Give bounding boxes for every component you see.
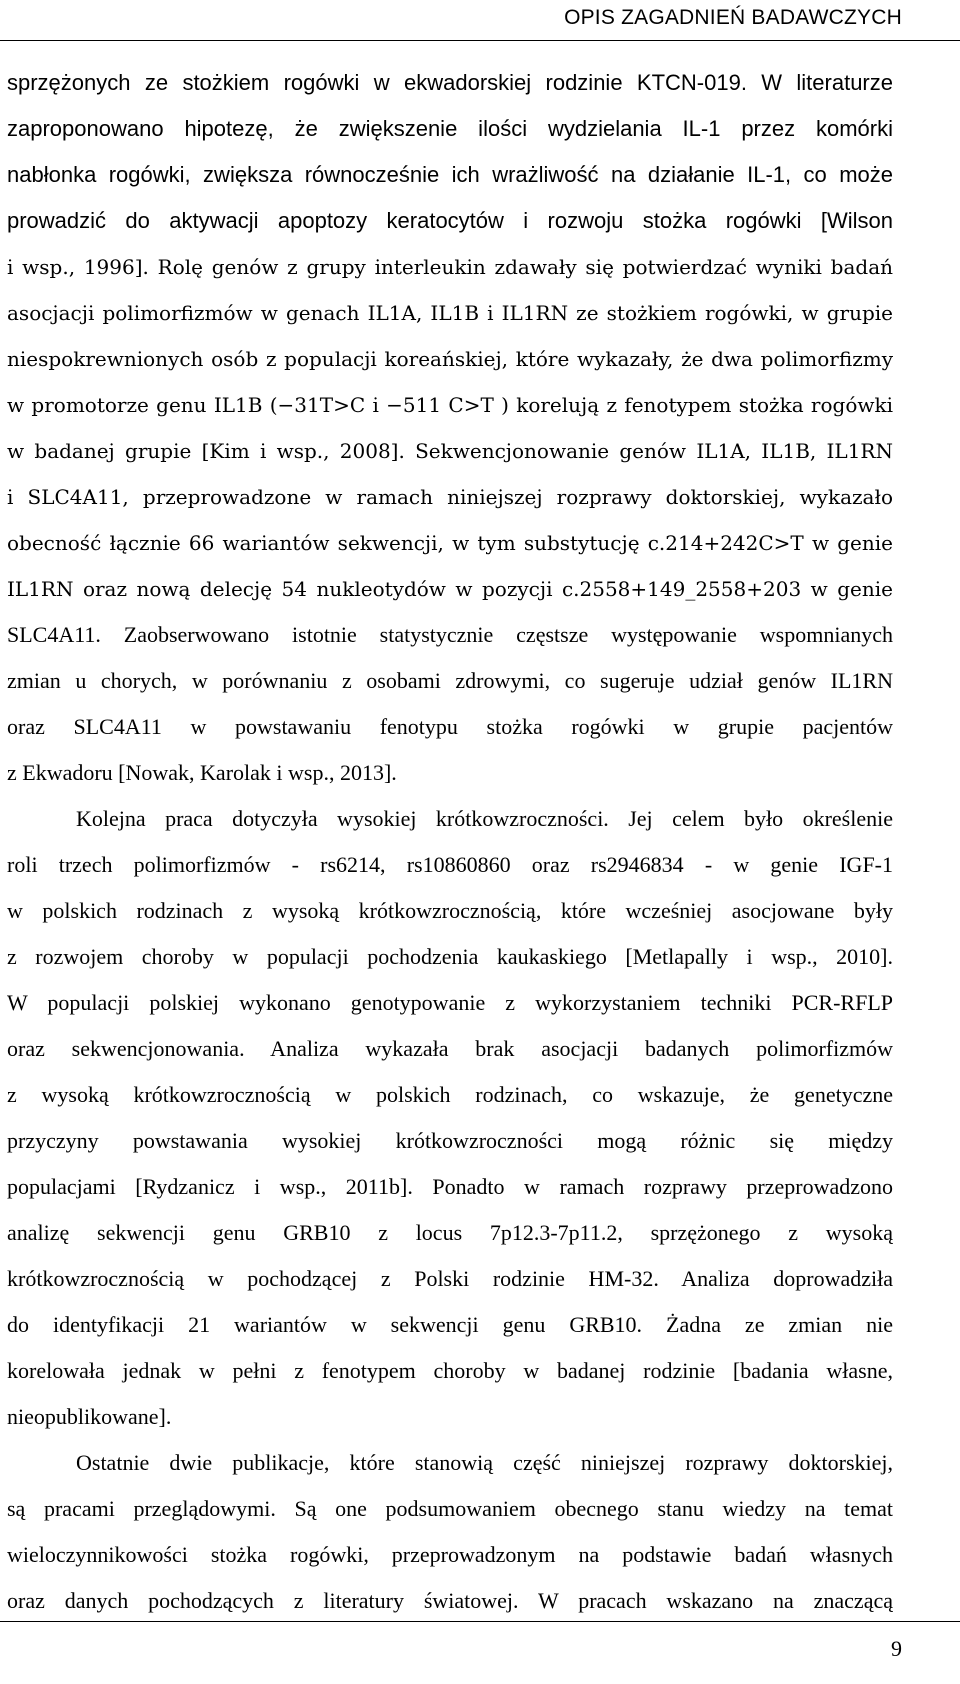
paragraph-first-line: Ostatnie dwie publikacje, które stanowią część niniejszej rozprawy doktorskiej, [76, 1450, 893, 1475]
text-line: korelowała jednak w pełni z fenotypem choroby w badanej rodzinie [badania własne, [7, 1358, 893, 1383]
text-line: z wysoką krótkowzrocznością w polskich rodzinach, co wskazuje, że genetyczne [7, 1082, 893, 1107]
text-line: nabłonka rogówki, zwiększa równocześnie ich wrażliwość na działanie IL-1, co może [7, 162, 893, 187]
text-line: SLC4A11. Zaobserwowano istotnie statystycznie częstsze występowanie wspomnianych [7, 622, 893, 647]
text-line: w promotorze genu IL1B (−31T>C i −511 C>T ) korelują z fenotypem stożka rogówki [7, 393, 893, 417]
text-line: W populacji polskiej wykonano genotypowanie z wykorzystaniem techniki PCR-RFLP [7, 990, 893, 1015]
text-line: niespokrewnionych osób z populacji koreańskiej, które wykazały, że dwa polimorfizmy [7, 347, 893, 371]
text-line: zmian u chorych, w porównaniu z osobami zdrowymi, co sugeruje udział genów IL1RN [7, 668, 893, 693]
running-header: OPIS ZAGADNIEŃ BADAWCZYCH [564, 6, 902, 29]
text-line: krótkowzrocznością w pochodzącej z Polski rodzinie HM-32. Analiza doprowadziła [7, 1266, 893, 1291]
paragraph-first-line: Kolejna praca dotyczyła wysokiej krótkowzroczności. Jej celem było określenie [76, 806, 893, 831]
text-line: IL1RN oraz nową delecję 54 nukleotydów w pozycji c.2558+149_2558+203 w genie [7, 577, 893, 601]
text-line: roli trzech polimorfizmów - rs6214, rs10860860 oraz rs2946834 - w genie IGF-1 [7, 852, 893, 877]
text-line: z rozwojem choroby w populacji pochodzenia kaukaskiego [Metlapally i wsp., 2010]. [7, 944, 893, 969]
text-line: w badanej grupie [Kim i wsp., 2008]. Sekwencjonowanie genów IL1A, IL1B, IL1RN [7, 439, 893, 463]
text-line: wieloczynnikowości stożka rogówki, przeprowadzonym na podstawie badań własnych [7, 1542, 893, 1567]
text-line: asocjacji polimorfizmów w genach IL1A, IL1B i IL1RN ze stożkiem rogówki, w grupie [7, 301, 893, 325]
text-line: do identyfikacji 21 wariantów w sekwencji genu GRB10. Żadna ze zmian nie [7, 1312, 893, 1337]
text-line: oraz danych pochodzących z literatury światowej. W pracach wskazano na znaczącą [7, 1588, 893, 1613]
text-line: obecność łącznie 66 wariantów sekwencji, w tym substytucję c.214+242C>T w genie [7, 531, 893, 555]
header-rule [0, 40, 960, 41]
body-text [7, 60, 893, 1624]
text-line: i wsp., 1996]. Rolę genów z grupy interleukin zdawały się potwierdzać wyniki badań [7, 255, 893, 279]
text-line: analizę sekwencji genu GRB10 z locus 7p12.3-7p11.2, sprzężonego z wysoką [7, 1220, 893, 1245]
text-line: oraz sekwencjonowania. Analiza wykazała brak asocjacji badanych polimorfizmów [7, 1036, 893, 1061]
text-line: w polskich rodzinach z wysoką krótkowzrocznością, które wcześniej asocjowane były [7, 898, 893, 923]
footer-rule [0, 1621, 960, 1622]
text-line: przyczyny powstawania wysokiej krótkowzroczności mogą różnic się między [7, 1128, 893, 1153]
text-line: populacjami [Rydzanicz i wsp., 2011b]. Ponadto w ramach rozprawy przeprowadzono [7, 1174, 893, 1199]
text-line: oraz SLC4A11 w powstawaniu fenotypu stożka rogówki w grupie pacjentów [7, 714, 893, 739]
text-line: sprzężonych ze stożkiem rogówki w ekwadorskiej rodzinie KTCN-019. W literaturze [7, 70, 893, 95]
paragraph-end-line: nieopublikowane]. [7, 1404, 172, 1429]
text-line: i SLC4A11, przeprowadzone w ramach niniejszej rozprawy doktorskiej, wykazało [7, 485, 893, 509]
paragraph-end-line: z Ekwadoru [Nowak, Karolak i wsp., 2013]. [7, 760, 397, 785]
text-line: prowadzić do aktywacji apoptozy keratocytów i rozwoju stożka rogówki [Wilson [7, 208, 893, 233]
text-line: zaproponowano hipotezę, że zwiększenie ilości wydzielania IL-1 przez komórki [7, 116, 893, 141]
page-number: 9 [891, 1636, 902, 1661]
text-line: są pracami przeglądowymi. Są one podsumowaniem obecnego stanu wiedzy na temat [7, 1496, 893, 1521]
